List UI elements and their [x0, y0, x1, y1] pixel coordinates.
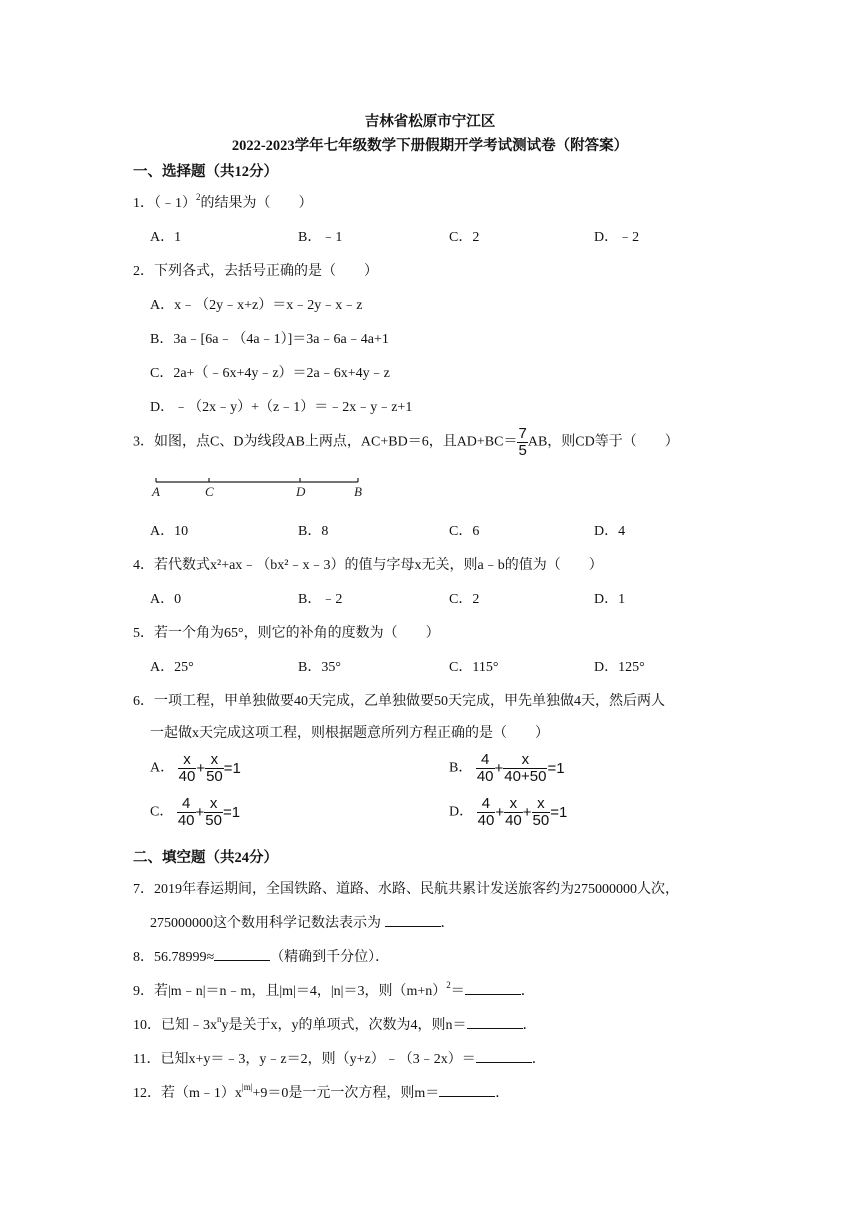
denominator: 40 [477, 812, 495, 829]
fraction [204, 796, 223, 829]
option-label: B． [449, 760, 473, 776]
question-7-end: ． [440, 916, 455, 931]
question-12-end: ． [495, 1086, 510, 1101]
question-7-line1: 7．2019年春运期间，全国铁路、道路、水路、民航共累计发送旅客约为275000000人次， [133, 882, 679, 897]
denominator: 40 [505, 812, 522, 829]
question-12-exponent: |m| [241, 1082, 253, 1092]
denominator: 40 [476, 768, 494, 785]
question-6-option-b[interactable] [449, 752, 565, 785]
point-label-b: B [354, 484, 362, 499]
question-3-post: AB，则CD等于（ ） [527, 434, 679, 450]
point-label-c: C [205, 484, 214, 499]
numerator: 4 [177, 796, 196, 813]
question-2-stem: 2．下列各式，去括号正确的是（ ） [133, 264, 378, 279]
question-9 [133, 980, 535, 1000]
question-3-option-d[interactable]: D．4 [594, 524, 626, 539]
fraction [178, 752, 197, 785]
question-12-pre: 12．若（m﹣1）x [133, 1086, 242, 1101]
segment-figure [148, 474, 378, 500]
numerator: x [205, 752, 224, 769]
fraction [503, 752, 547, 785]
question-12 [133, 1082, 509, 1102]
question-12-post: +9＝0是一元一次方程，则m＝ [252, 1086, 440, 1101]
section-heading-choice: 一、选择题（共12分） [133, 164, 278, 180]
plus-sign: + [522, 804, 532, 821]
question-3-stem [133, 426, 679, 459]
option-label: C． [150, 804, 174, 820]
question-3-option-b[interactable]: B．8 [298, 524, 329, 539]
question-9-pre: 9．若|m﹣n|＝n﹣m，且|m|＝4，|n|＝3，则（m+n） [133, 984, 447, 999]
denominator: 40+50 [504, 768, 547, 785]
question-1-number: 1． [133, 196, 154, 211]
denominator: 40 [178, 768, 196, 785]
question-2-option-c[interactable]: C．2a+（﹣6x+4y﹣z）＝2a﹣6x+4y﹣z [150, 366, 390, 381]
answer-blank-11[interactable] [476, 1048, 532, 1063]
answer-blank-7[interactable] [385, 912, 441, 927]
question-6-option-c[interactable] [150, 796, 240, 829]
question-10-exponent: n [217, 1014, 222, 1024]
question-10-pre: 10．已知﹣3x [133, 1018, 217, 1033]
numerator: x [504, 796, 523, 813]
fraction [504, 796, 523, 829]
question-1-post: 的结果为（ ） [200, 196, 313, 211]
fraction [532, 796, 551, 829]
question-5-stem: 5．若一个角为65°，则它的补角的度数为（ ） [133, 626, 440, 641]
numerator: x [503, 752, 547, 769]
fraction [177, 796, 196, 829]
question-11 [133, 1048, 546, 1068]
question-8 [133, 946, 389, 966]
numerator: 4 [476, 752, 495, 769]
equals-one: =1 [550, 804, 568, 821]
question-5-option-d[interactable]: D．125° [594, 660, 645, 675]
answer-blank-8[interactable] [214, 946, 270, 961]
question-1-pre: （﹣1） [154, 196, 196, 211]
question-3-frac-num: 7 [518, 425, 527, 442]
plus-sign: + [494, 760, 504, 777]
numerator: x [204, 796, 223, 813]
fraction [477, 796, 496, 829]
question-3-fraction [517, 426, 527, 459]
question-1-stem [133, 192, 313, 212]
denominator: 50 [532, 812, 550, 829]
question-11-pre: 11．已知x+y＝﹣3，y﹣z＝2，则（y+z）﹣（3﹣2x）＝ [133, 1052, 476, 1067]
question-1-option-b[interactable]: B．﹣1 [298, 230, 343, 245]
question-1-option-a[interactable]: A．1 [150, 230, 182, 245]
numerator: 4 [477, 796, 496, 813]
question-9-exponent: 2 [446, 980, 451, 990]
question-8-pre: 8．56.78999≈ [133, 950, 215, 965]
plus-sign: + [495, 804, 505, 821]
question-4-option-a[interactable]: A．0 [150, 592, 182, 607]
question-8-post: （精确到千分位）． [270, 950, 390, 965]
question-9-end: ． [520, 984, 535, 999]
point-label-a: A [152, 484, 160, 499]
question-5-option-b[interactable]: B．35° [298, 660, 341, 675]
denominator: 50 [206, 768, 223, 785]
option-label: A． [150, 760, 175, 776]
equals-one: =1 [223, 760, 241, 777]
question-7-text: 275000000这个数用科学记数法表示为 [150, 916, 381, 931]
answer-blank-9[interactable] [465, 980, 521, 995]
question-3-option-a[interactable]: A．10 [150, 524, 189, 539]
question-2-option-b[interactable]: B．3a﹣[6a﹣（4a﹣1）]＝3a﹣6a﹣4a+1 [150, 332, 389, 347]
denominator: 50 [205, 812, 222, 829]
answer-blank-10[interactable] [467, 1014, 523, 1029]
numerator: x [532, 796, 551, 813]
point-label-d: D [296, 484, 306, 499]
question-1-exponent: 2 [196, 192, 201, 202]
question-9-equals: ＝ [450, 984, 465, 999]
fraction [205, 752, 224, 785]
question-11-end: ． [531, 1052, 546, 1067]
question-4-option-c[interactable]: C．2 [449, 592, 480, 607]
question-4-stem: 4．若代数式x²+ax﹣（bx²﹣x﹣3）的值与字母x无关，则a﹣b的值为（ ） [133, 558, 603, 573]
fraction [476, 752, 495, 785]
question-2-option-a[interactable]: A．x﹣（2y﹣x+z）＝x﹣2y﹣x﹣z [150, 298, 363, 313]
question-1-option-c[interactable]: C．2 [449, 230, 480, 245]
question-6-line1: 6．一项工程，甲单独做要40天完成，乙单独做要50天完成，甲先单独做4天，然后两人 [133, 694, 665, 709]
equals-one: =1 [222, 804, 241, 821]
question-4-option-b[interactable]: B．﹣2 [298, 592, 343, 607]
option-label: D． [449, 804, 474, 820]
denominator: 40 [177, 812, 195, 829]
question-10 [133, 1014, 537, 1034]
question-3-option-c[interactable]: C．6 [449, 524, 480, 539]
document-title-line2: 2022-2023学年七年级数学下册假期开学考试测试卷（附答案） [231, 138, 629, 154]
plus-sign: + [195, 804, 205, 821]
question-5-option-a[interactable]: A．25° [150, 660, 194, 675]
question-3-frac-den: 5 [518, 442, 527, 459]
question-6-line2: 一起做x天完成这项工程，则根据题意所列方程正确的是（ ） [150, 726, 549, 741]
document-title-line1: 吉林省松原市宁江区 [364, 114, 496, 130]
numerator: x [178, 752, 197, 769]
question-7-line2 [150, 912, 455, 932]
question-5-option-c[interactable]: C．115° [449, 660, 499, 675]
answer-blank-12[interactable] [439, 1082, 495, 1097]
question-3-pre: 3．如图，点C、D为线段AB上两点，AC+BD＝6，且AD+BC＝ [133, 434, 518, 450]
plus-sign: + [196, 760, 206, 777]
section-heading-fill: 二、填空题（共24分） [133, 850, 278, 866]
question-10-end: ． [522, 1018, 537, 1033]
question-4-option-d[interactable]: D．1 [594, 592, 626, 607]
question-10-post: y是关于x，y的单项式，次数为4，则n＝ [221, 1018, 467, 1033]
equals-one: =1 [547, 760, 565, 777]
question-6-option-d[interactable] [449, 796, 567, 829]
question-6-option-a[interactable] [150, 752, 241, 785]
question-2-option-d[interactable]: D．﹣（2x﹣y）+（z﹣1）＝﹣2x﹣y﹣z+1 [150, 400, 413, 415]
question-1-option-d[interactable]: D．﹣2 [594, 230, 640, 245]
